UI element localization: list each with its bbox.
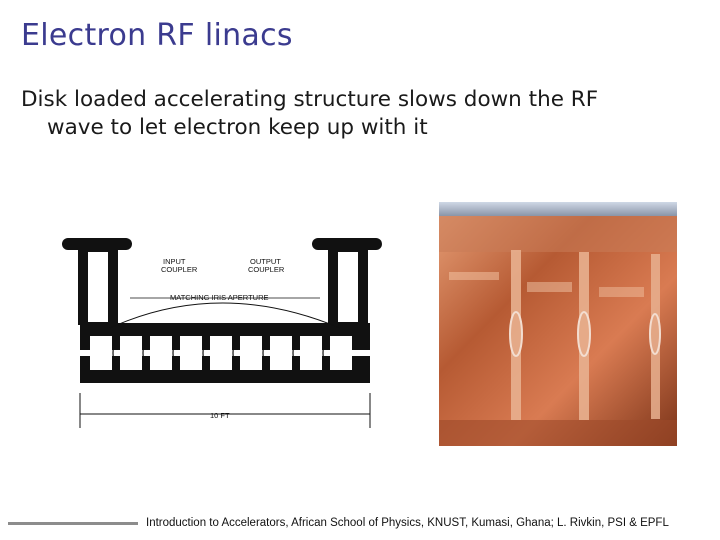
input-coupler-label-2: COUPLER	[161, 265, 198, 274]
body-line-2: wave to let electron keep up with it	[47, 115, 428, 140]
matching-iris-label: MATCHING IRIS APERTURE	[170, 293, 269, 302]
body-line-1: Disk loaded accelerating structure slows down the RF	[21, 87, 599, 112]
footer-rule	[8, 522, 138, 525]
copper-cavity-photo	[439, 202, 677, 446]
slide-title: Electron RF linacs	[21, 18, 293, 53]
output-coupler-label-2: COUPLER	[248, 265, 285, 274]
slide-body	[21, 86, 701, 142]
disk-loaded-structure-diagram	[50, 228, 395, 440]
output-coupler-label-1: OUTPUT	[250, 257, 281, 266]
input-coupler-label-1: INPUT	[163, 257, 186, 266]
length-label: 10 FT	[210, 411, 230, 420]
footer-credit: Introduction to Accelerators, African School of Physics, KNUST, Kumasi, Ghana; L. Rivkin, PSI & EPFL	[146, 517, 669, 529]
